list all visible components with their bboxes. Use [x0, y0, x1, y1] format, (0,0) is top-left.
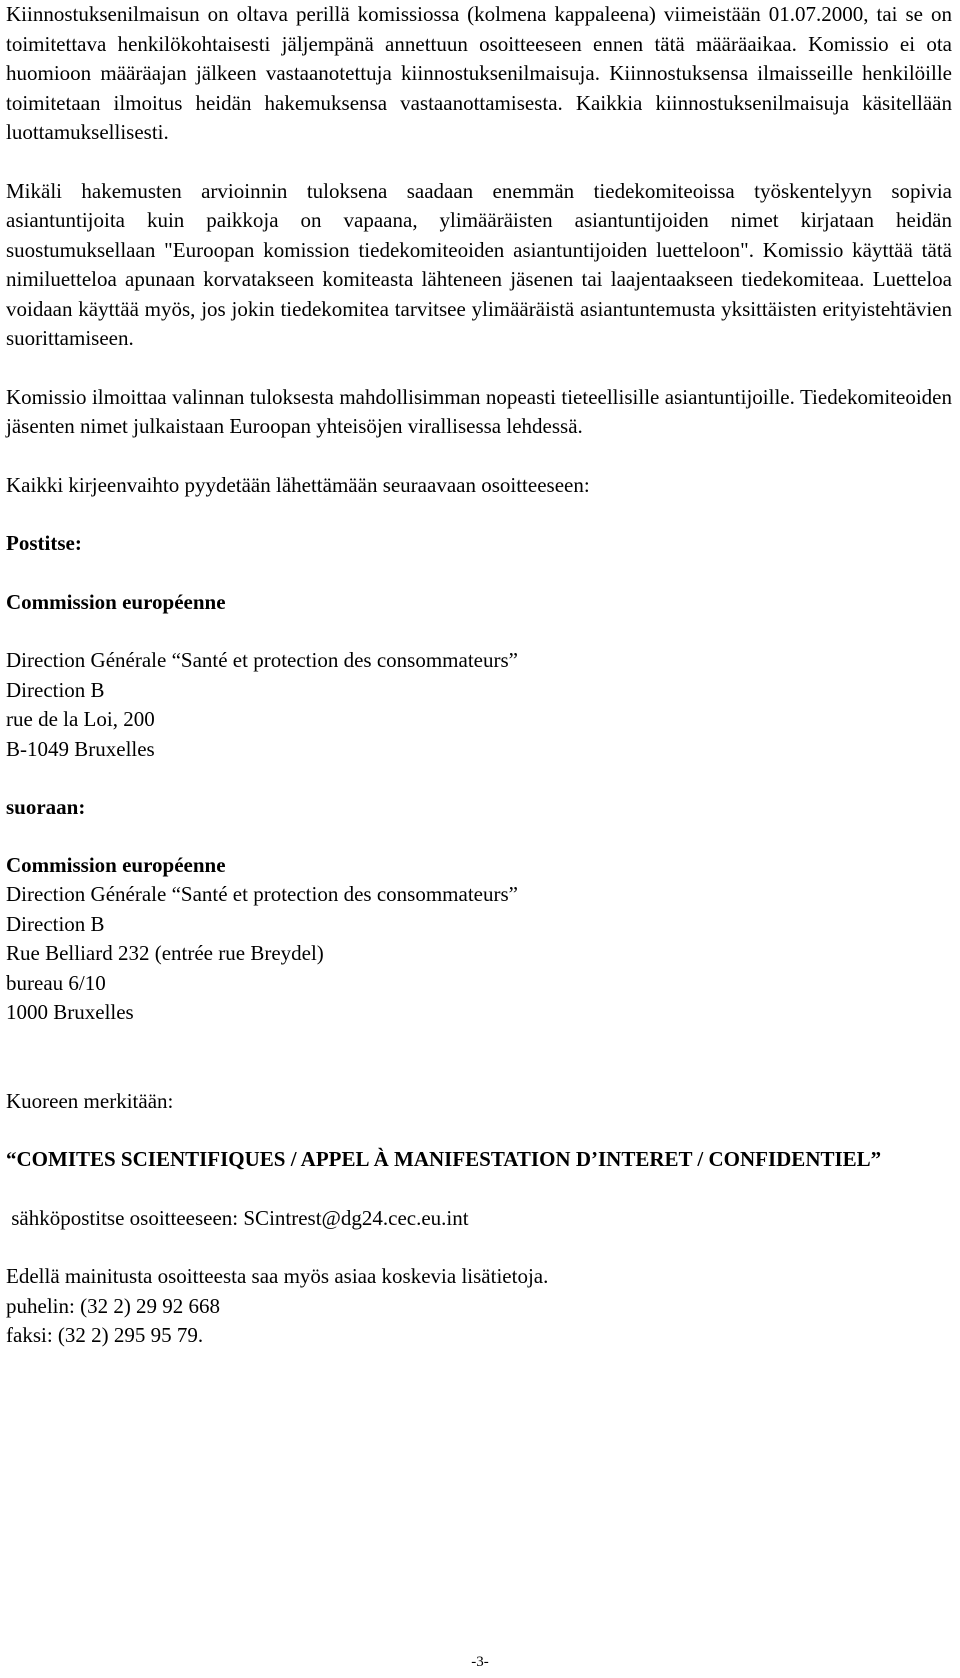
- address-line: 1000 Bruxelles: [6, 1000, 134, 1024]
- direct-address: [6, 880, 952, 1028]
- address-line: Direction Générale “Santé et protection des consommateurs”: [6, 648, 518, 672]
- paragraph-correspondence: Kaikki kirjeenvaihto pyydetään lähettämään seuraavaan osoitteeseen:: [6, 472, 590, 497]
- paragraph-reserve-list: Mikäli hakemusten arvioinnin tuloksena saadaan enemmän tiedekomiteoissa työskentelyyn sopivia asiantuntijoita kuin paikkoja on vapaana, ylimääräisten asiantuntijoiden nimet kirjataan heidän suostumuksellaan "Euroopan komission tiedekomiteoiden asiantuntijoiden luetteloon". Komissio käyttää tätä nimiluetteloa apunaan korvatakseen komiteasta lähteneen jäsenen tai laajentaakseen tiedekomiteaa. Luetteloa voidaan käyttää myös, jos jokin tiedekomitea tarvitsee ylimääräistä asiantuntemusta yksittäisten erityistehtävien suorittamiseen.: [6, 178, 952, 350]
- address-line: bureau 6/10: [6, 970, 106, 995]
- address-line: rue de la Loi, 200: [6, 707, 155, 731]
- envelope-label: Kuoreen merkitään:: [6, 1088, 174, 1113]
- address-line: B-1049 Bruxelles: [6, 736, 155, 761]
- postal-organisation: Commission européenne: [6, 589, 226, 614]
- address-line: Direction B: [6, 911, 105, 936]
- postal-heading: Postitse:: [6, 531, 82, 555]
- contact-fax: faksi: (32 2) 295 95 79.: [6, 1323, 204, 1347]
- paragraph-selection-result: Komissio ilmoittaa valinnan tuloksesta mahdollisimman nopeasti tieteellisille asiantuntijoille. Tiedekomiteoiden jäsenten nimet julkaistaan Euroopan yhteisöjen virallisessa lehdessä.: [6, 384, 952, 438]
- address-line: Rue Belliard 232 (entrée rue Breydel): [6, 941, 324, 965]
- contact-intro: Edellä mainitusta osoitteesta saa myös asiaa koskevia lisätietoja.: [6, 1264, 549, 1288]
- address-line: Direction Générale “Santé et protection des consommateurs”: [6, 882, 518, 906]
- paragraph-submission-deadline: Kiinnostuksenilmaisun on oltava perillä komissiossa (kolmena kappaleena) viimeistään 01.07.2000, tai se on toimitettava henkilökohtaisesti jäljempänä annettuun osoitteeseen ennen tätä määräaikaa. Komissio ei ota huomioon määräajan jälkeen vastaanotettuja kiinnostuksenilmaisuja. Kiinnostuksensa ilmaisseille henkilöille toimitetaan ilmoitus heidän hakemuksensa vastaanottamisesta. Kaikkia kiinnostuksenilmaisuja käsitellään luottamuksellisesti.: [6, 2, 952, 144]
- direct-heading: suoraan:: [6, 795, 86, 819]
- page-number: -3-: [471, 1654, 489, 1670]
- address-line: Direction B: [6, 677, 105, 702]
- postal-address: [6, 646, 952, 764]
- email-line: sähköpostitse osoitteeseen: SCintrest@dg24.cec.eu.int: [6, 1205, 469, 1230]
- envelope-marking: “COMITES SCIENTIFIQUES / APPEL À MANIFESTATION D’INTERET / CONFIDENTIEL”: [6, 1147, 882, 1171]
- document-page: [6, 0, 952, 1351]
- direct-organisation: Commission européenne: [6, 852, 226, 877]
- contact-phone: puhelin: (32 2) 29 92 668: [6, 1293, 221, 1318]
